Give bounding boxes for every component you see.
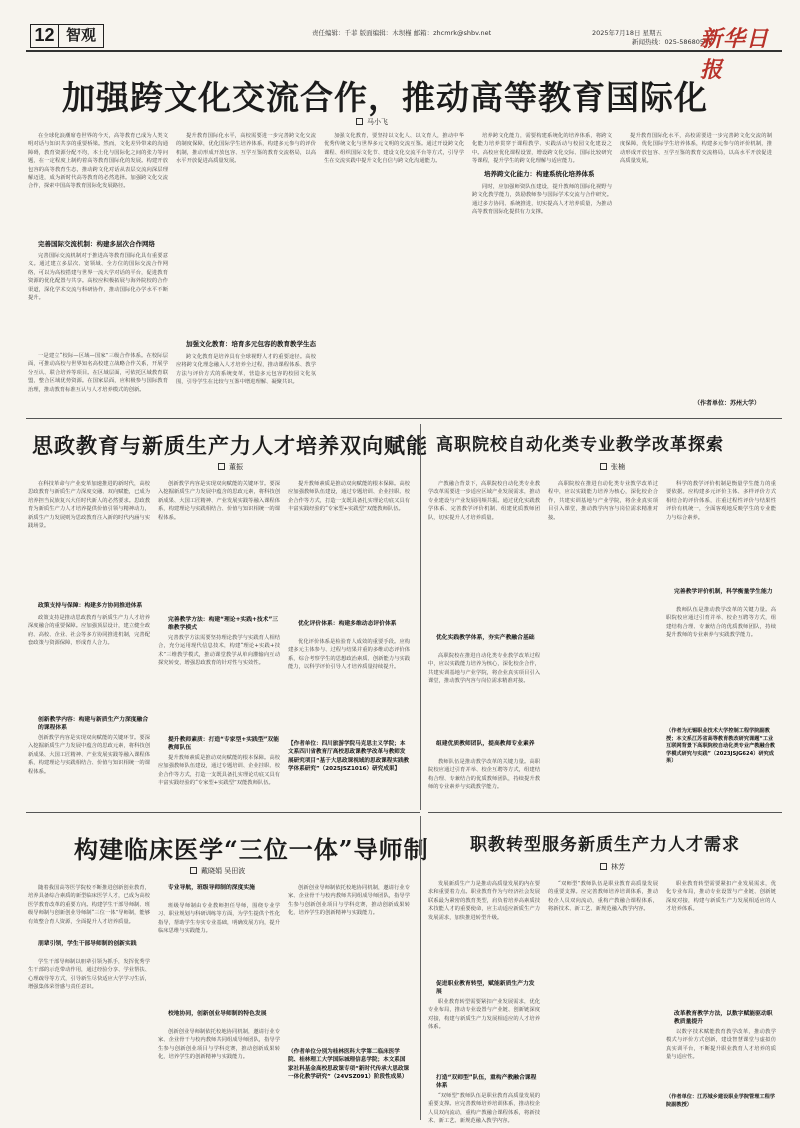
issue-date: 2025年7月18日 星期五 — [592, 29, 663, 37]
article1-affiliation: （作者单位：苏州大学） — [694, 400, 761, 407]
article5-title: 职教转型服务新质生产力人才需求 — [470, 835, 740, 855]
article4-subhead: 专业导航，班级导师制的深度实施 — [168, 885, 255, 891]
article1-byline — [356, 117, 388, 127]
article3-title: 高职院校自动化类专业教学改革探索 — [436, 435, 724, 455]
article1-author-name: 马小飞 — [367, 118, 388, 126]
article4-funding-note: （作者单位分别为桂林医科大学第二临床医学院、桂林理工大学国际城理信息学院；本文系国家社科基金高校思政课专项“新时代传承大思政课一体化教学研究”（24VSZ091）阶段性成果） — [288, 1049, 410, 1081]
article4-paragraph: 创新创业导师制依托校地协同机制，邀请行业专家、企业骨干与校内教师共同组成导师团队，指导学生参与创新创业项目与学科竞赛，推动创新成果转化，培养学生的创新精神与实践能力。 — [158, 1029, 280, 1061]
section-divider — [26, 812, 420, 813]
article3-paragraph: 高职院校在推进自动化类专业教学改革过程中，应以实践能力培养为核心，深化校企合作，共建实训基地与产业学院，将企业真实项目引入课堂，推动教学内容与岗位需求精准对接。 — [428, 653, 540, 685]
article4-paragraph: 创新创业导师制依托校地协同机制，邀请行业专家、企业骨干与校内教师共同组成导师团队，指导学生参与创新创业项目与学科竞赛，推动创新成果转化，培养学生的创新精神与实践能力。 — [288, 885, 410, 917]
article2-paragraph: 政策支持是推动思政教育与新质生产力人才培养深度融合的重要保障。应加强顶层设计，建立健全政府、高校、企业、社会等多方协同推进机制，完善配套政策与资源保障，形成育人合力。 — [28, 615, 150, 647]
section-divider — [26, 418, 782, 419]
article2-paragraph: 在科技革命与产业变革加速推进的新时代，高校思政教育与新质生产力深度交融、双向赋能，已成为培养担当民族复兴大任时代新人的必然要求。思政教育为新质生产力人才培养提供价值引领与精神动力，新质生产力发展则为思政教育注入新的时代内涵与实践场景。 — [28, 481, 150, 530]
article3-funding-note: （作者为无锡职业技术大学控制工程学院副教授；本文系江苏省高等教育教改研究课题“工业互联网背景下高职院校自动化类专业产教融合教学模式研究与实践”（2023JSJG624）研究成果） — [666, 728, 775, 765]
article4-subhead: 朋辈引领，学生干部导师制的创新实践 — [38, 941, 137, 947]
article5-author-name: 林芳 — [611, 863, 625, 871]
article1-paragraph: 提升教育国际化水平，高校需要进一步完善跨文化交流的制度保障，优化国际学生培养体系，构建多元参与的评价机制，推动形成开放包容、互学互鉴的教育交流格局，以高水平开放促进高质量发展。 — [176, 133, 316, 165]
article4-paragraph: 学生干部导师制以朋辈引领为抓手，发挥优秀学生干部的示范带动作用，通过经验分享、学业帮扶、心理疏导等方式，引导新生尽快适应大学学习生活，增强集体荣誉感与责任意识。 — [28, 959, 150, 991]
column-divider — [420, 424, 421, 810]
article3-paragraph: 科学的教学评价机制是衡量学生能力的重要依据。应构建多元评价主体、多样评价方式相结合的评价体系，注重过程性评价与结果性评价有机统一，全面客观地反映学生的专业能力与综合素养。 — [666, 481, 776, 521]
article5-subhead: 促进职业教育转型，赋能新质生产力发展 — [436, 981, 535, 995]
article2-funding-note: 【作者单位：四川旅游学院马克思主义学院；本文系四川省教育厅高校思政课教学改革与教师发展研究项目“基于大思政课视域的思政课程实践教学体系研究”（2025JSZ1016）研究成果】 — [288, 741, 410, 773]
article1-paragraph: 一是建立“校际—区域—国家”三级合作体系。在校际层面，可推动高校与世界知名高校建立战略合作关系，开展学分互认、联合培养等项目。在区域层面，可依托区域教育联盟，整合区域优势资源。在国家层面，应积极参与国际教育治理，推动教育标准互认与人才培养模式的创新。 — [28, 353, 168, 393]
article5-paragraph: 以数字技术赋能教育教学改革，推动教学模式与评价方式创新，建设智慧课堂与虚拟仿真实训平台，不断提升职业教育人才培养的质量与适应性。 — [666, 1029, 776, 1061]
header-rule — [26, 50, 782, 52]
byline-box-icon — [356, 118, 363, 125]
article2-paragraph: 提升教师素质是推动双向赋能的根本保障。高校应加强教师队伍建设，通过专题培训、企业挂职、校企合作等方式，打造一支既具备扎实理论功底又具有丰富实践经验的“专家型+实践型”双能教师队伍。 — [288, 481, 410, 513]
article1-paragraph: 加强文化教育，要坚持以文化人、以文育人，推动中华优秀传统文化与世界多元文明的交流互鉴。通过开设跨文化课程、组织国际文化节、建设文化交流平台等方式，引导学生在交流实践中提升文化自信与跨文化沟通能力。 — [324, 133, 464, 165]
byline-box-icon — [600, 863, 607, 870]
article1-subhead: 完善国际交流机制：构建多层次合作网络 — [38, 240, 155, 248]
article1-paragraph: 在全球化浪潮席卷世界的今天，高等教育已成为人类文明对话与知识共享的重要桥梁。然而，文化差异带来的沟通障碍，教育资源分配不均，本土化与国际化之间的张力等问题，在一定程度上制约着高等教育国际化的发展。构建开放包容的高等教育生态，推动跨文化对话从表层交流向深层理解迈进，成为新时代高等教育的必然选择。加强跨文化交流合作，探索中国高等教育国际化发展路径。 — [28, 133, 168, 190]
article5-funding-note: （作者单位：江苏城乡建设职业学院管理工程学院副教授） — [666, 1094, 775, 1108]
page-number: 12 — [30, 24, 58, 48]
section-divider — [428, 812, 782, 813]
article3-paragraph: 教师队伍是推动教学改革的关键力量。高职院校应通过引育并举、校企互聘等方式，组建结构合理、专兼结合的优质教师团队，持续提升教师的专业素养与实践教学能力。 — [428, 759, 540, 791]
article2-subhead: 优化评价体系：构建多维动态评价体系 — [298, 621, 397, 627]
article5-paragraph: “双师型”教师队伍是职业教育高质量发展的重要支撑。应完善教师培养培训体系，推动校企人员双向流动，重构产教融合课程体系，将新技术、新工艺、新规范融入教学内容。 — [428, 1093, 540, 1125]
article2-subhead: 提升教师素质：打造“专家型+实践型”双能教师队伍 — [168, 737, 280, 751]
article1-paragraph: 同时，应加强师资队伍建设，提升教师的国际化视野与跨文化教学能力，鼓励教师参与国际学术交流与合作研究。通过多方协同、系统推进，切实提高人才培养质量，为推动高等教育国际化提供有力支撑。 — [472, 184, 612, 216]
article2-paragraph: 创新教学内容是实现双向赋能的关键环节。要深入挖掘新质生产力发展中蕴含的思政元素，将科技创新成果、大国工匠精神、产业发展实践等融入课程体系，构建理论与实践相结合、价值与知识相统一的课程体系。 — [158, 481, 280, 521]
article4-subhead: 校地协同，创新创业导师制的特色发展 — [168, 1011, 267, 1017]
article3-subhead: 优化实践教学体系，夯实产教融合基础 — [436, 635, 535, 641]
article2-byline — [218, 462, 243, 472]
byline-box-icon — [190, 867, 197, 874]
article1-title: 加强跨文化交流合作，推动高等教育国际化 — [62, 78, 708, 117]
article4-paragraph: 随着我国高等医学院校不断推进创新创业教育，培养具备综合素质的新型临床医学人才，已成为高校医学教育改革的重要方向。构建学生干部导师制、班级导师制与创新创业导师制“三位一体”导师制，能够有效整合育人资源，全面提升人才培养质量。 — [28, 885, 150, 925]
article3-paragraph: 教师队伍是推动教学改革的关键力量。高职院校应通过引育并举、校企互聘等方式，组建结构合理、专兼结合的优质教师团队，持续提升教师的专业素养与实践教学能力。 — [666, 607, 776, 639]
article2-paragraph: 完善教学方法需要坚持理论教学与实践育人相结合，充分运用现代信息技术，构建“理论+实践+技术”三维教学模式，推动课堂教学从单向灌输向互动探究转变，增强思政教育的针对性与实效性。 — [158, 635, 280, 667]
article3-author-name: 张楠 — [611, 463, 625, 471]
article5-paragraph: 职业教育转型需要紧扣产业发展需求，优化专业布局，推动专业设置与产业链、创新链深度对接，构建与新质生产力发展相适应的人才培养体系。 — [428, 999, 540, 1031]
article4-title: 构建临床医学“三位一体”导师制 — [74, 835, 429, 864]
article1-subhead: 加强文化教育：培育多元包容的教育教学生态 — [186, 340, 316, 348]
article2-subhead: 创新教学内容：构建与新质生产力深度融合的课程体系 — [38, 717, 149, 731]
column-divider — [420, 816, 421, 1120]
article3-paragraph: 产教融合背景下，高职院校自动化类专业教学改革需要进一步适应区域产业发展需求，推动专业建设与产业发展同频共振。通过优化实践教学体系、完善教学评价机制、组建优质教师团队，切实提升人才培养质量。 — [428, 481, 540, 521]
article1-paragraph: 完善国际交流机制对于推进高等教育国际化具有重要意义。通过建立多层次、宽领域、全方位的国际交流合作网络，可以为高校搭建与世界一流大学对话的平台，促进教育资源的优化配置与共享。高校应积极拓展与海外院校的合作渠道，深化学术交流与科研协作，推动国际化办学水平不断提升。 — [28, 253, 168, 302]
article1-paragraph: 培养跨文化能力，需要构建系统化的培养体系，将跨文化能力培养贯穿于课程教学、实践活动与校园文化建设之中。高校应优化课程设置，增设跨文化交际、国际比较研究等课程，提升学生的跨文化理解与适应能力。 — [472, 133, 612, 165]
article5-paragraph: 职业教育转型需要紧扣产业发展需求，优化专业布局，推动专业设置与产业链、创新链深度对接，构建与新质生产力发展相适应的人才培养体系。 — [666, 881, 776, 913]
byline-box-icon — [218, 463, 225, 470]
byline-box-icon — [600, 463, 607, 470]
article5-subhead: 打造“双师型”队伍，重构产教融合课程体系 — [436, 1075, 537, 1089]
section-name: 智观 — [58, 24, 104, 48]
article3-subhead: 组建优质教师团队，提高教师专业素养 — [436, 741, 535, 747]
article4-paragraph: 班级导师制由专业教师担任导师，围绕专业学习、职业规划与科研训练等方面，为学生提供个性化指导，帮助学生夯实专业基础，明确发展方向，提升临床思维与实践能力。 — [158, 903, 280, 935]
article5-subhead: 改革教育教学方法，以数字赋能驱动职教质量提升 — [674, 1011, 773, 1025]
article5-byline — [600, 862, 625, 872]
article3-subhead: 完善教学评价机制，科学衡量学生能力 — [674, 589, 773, 595]
phone-line: 新闻热线：025-58680542 — [632, 38, 713, 46]
article3-paragraph: 高职院校在推进自动化类专业教学改革过程中，应以实践能力培养为核心，深化校企合作，共建实训基地与产业学院，将企业真实项目引入课堂，推动教学内容与岗位需求精准对接。 — [548, 481, 658, 521]
article4-byline — [190, 866, 245, 876]
article2-author-name: 董振 — [229, 463, 243, 471]
article1-paragraph: 跨文化教育是培养具有全球视野人才的重要途径。高校应将跨文化理念融入人才培养全过程，推动课程体系、教学方法与评价方式的系统变革，营造多元包容的校园文化氛围，引导学生在比较与互鉴中增进理解、凝聚共识。 — [176, 354, 316, 386]
article2-subhead: 政策支持与保障：构建多方协同推进体系 — [38, 603, 143, 609]
article1-subhead: 培养跨文化能力：构建系统化培养体系 — [484, 170, 595, 178]
article3-byline — [600, 462, 625, 472]
masthead — [26, 20, 782, 83]
article2-title: 思政教育与新质生产力人才培养双向赋能 — [32, 433, 428, 458]
article2-subhead: 完善教学方法：构建“理论+实践+技术”三维教学模式 — [168, 617, 279, 631]
newspaper-logo: 新华日报 — [700, 26, 770, 83]
article2-paragraph: 优化评价体系是检验育人成效的重要手段。应构建多元主体参与、过程与结果并重的多维动态评价体系，综合考察学生的思想政治素质、创新能力与实践能力，以科学评价引导人才培养质量持续提升。 — [288, 639, 410, 671]
article5-paragraph: “双师型”教师队伍是职业教育高质量发展的重要支撑。应完善教师培养培训体系，推动校企人员双向流动，重构产教融合课程体系，将新技术、新工艺、新规范融入教学内容。 — [548, 881, 658, 913]
article1-paragraph: 提升教育国际化水平，高校需要进一步完善跨文化交流的制度保障，优化国际学生培养体系，构建多元参与的评价机制，推动形成开放包容、互学互鉴的教育交流格局，以高水平开放促进高质量发展。 — [620, 133, 772, 165]
article5-paragraph: 发展新质生产力是推动高质量发展的内在要求和重要着力点。职业教育作为与经济社会发展联系最为紧密的教育类型，肩负着培养高素质技术技能人才的重要使命，应主动适应新质生产力发展需求，加快推进转型升级。 — [428, 881, 540, 921]
editor-line: 责任编辑：千菲 版面编辑：木坝槿 邮箱：zhcmrk@shbv.net — [312, 29, 492, 37]
article4-author-name: 戴晓娟 吴田波 — [201, 867, 246, 875]
article2-paragraph: 创新教学内容是实现双向赋能的关键环节。要深入挖掘新质生产力发展中蕴含的思政元素，将科技创新成果、大国工匠精神、产业发展实践等融入课程体系，构建理论与实践相结合、价值与知识相统一的课程体系。 — [28, 735, 150, 775]
article2-paragraph: 提升教师素质是推动双向赋能的根本保障。高校应加强教师队伍建设，通过专题培训、企业挂职、校企合作等方式，打造一支既具备扎实理论功底又具有丰富实践经验的“专家型+实践型”双能教师队伍。 — [158, 755, 280, 787]
